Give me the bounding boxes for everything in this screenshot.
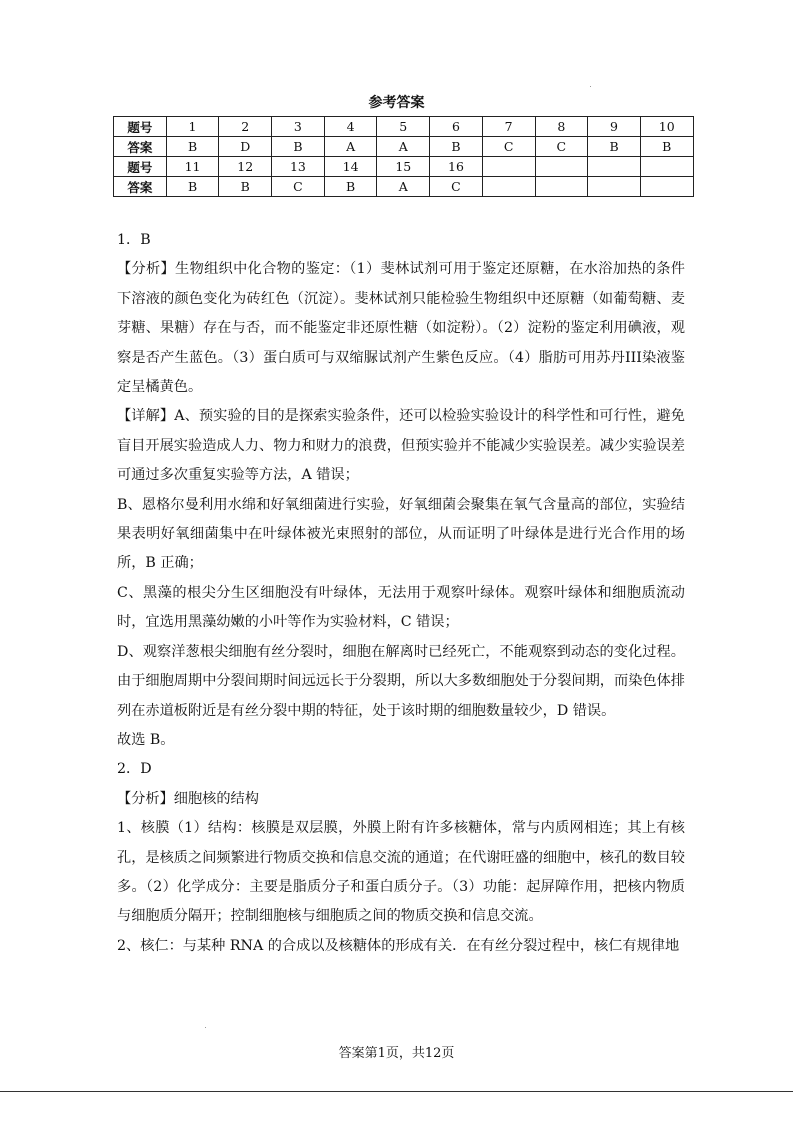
- answer-cell: 16: [430, 157, 483, 177]
- answer-cell: B: [430, 137, 483, 157]
- answer-cell: C: [535, 137, 588, 157]
- answer-cell: B: [166, 137, 219, 157]
- answer-cell: 14: [324, 157, 377, 177]
- q1-detail-a: 【详解】A、预实验的目的是探索实验条件，还可以检验实验设计的科学性和可行性，避免盲目开展实验造成人力、物力和财力的浪费，但预实验并不能减少实验误差。减少实验误差可通过多次重复实验等方法，A 错误；: [117, 408, 685, 484]
- answer-cell: [535, 177, 588, 197]
- q1-detail-d: D、观察洋葱根尖细胞有丝分裂时，细胞在解离时已经死亡，不能观察到动态的变化过程。由于细胞周期中分裂间期时间远远长于分裂期，所以大多数细胞处于分裂间期，而染色体排列在赤道板附近是有丝分裂中期的特征，处于该时期的细胞数量较少，D 错误。: [117, 643, 685, 719]
- answer-table-row: [114, 117, 694, 137]
- answer-cell: 5: [377, 117, 430, 137]
- answer-cell: [588, 157, 641, 177]
- answer-cell: 4: [324, 117, 377, 137]
- answer-table-row: [114, 177, 694, 197]
- answer-cell: A: [324, 137, 377, 157]
- answer-cell: B: [588, 137, 641, 157]
- answer-cell: C: [272, 177, 325, 197]
- answer-table: [113, 116, 694, 197]
- answer-cell: [640, 177, 693, 197]
- answer-table-row: [114, 137, 694, 157]
- explanation-content: [117, 226, 685, 961]
- q2-heading: 2．D: [117, 761, 152, 778]
- q1-detail-b: B、恩格尔曼利用水绵和好氧细菌进行实验，好氧细菌会聚集在氧气含量高的部位，实验结果表明好氧细菌集中在叶绿体被光束照射的部位，从而证明了叶绿体是进行光合作用的场所，B 正确；: [117, 496, 685, 572]
- answer-cell: A: [377, 137, 430, 157]
- answer-cell: D: [219, 137, 272, 157]
- answer-cell: 10: [640, 117, 693, 137]
- bottom-rule: [0, 1091, 793, 1092]
- answer-cell: [482, 157, 535, 177]
- answer-cell: 13: [272, 157, 325, 177]
- answer-cell: 8: [535, 117, 588, 137]
- answer-cell: 15: [377, 157, 430, 177]
- row-label: 答案: [114, 177, 167, 197]
- page-title: 参考答案: [368, 95, 425, 111]
- answer-cell: 9: [588, 117, 641, 137]
- q1-analysis: 【分析】生物组织中化合物的鉴定：（1）斐林试剂可用于鉴定还原糖，在水浴加热的条件下溶液的颜色变化为砖红色（沉淀）。斐林试剂只能检验生物组织中还原糖（如葡萄糖、麦芽糖、果糖）存在与否，而不能鉴定非还原性糖（如淀粉）。（2）淀粉的鉴定利用碘液，观察是否产生蓝色。（3）蛋白质可与双缩脲试剂产生紫色反应。（4）脂肪可用苏丹III染液鉴定呈橘黄色。: [117, 261, 685, 396]
- answer-cell: 6: [430, 117, 483, 137]
- answer-cell: [482, 177, 535, 197]
- answer-cell: B: [324, 177, 377, 197]
- answer-cell: B: [219, 177, 272, 197]
- q1-conclusion: 故选 B。: [117, 731, 175, 748]
- q1-detail-c: C、黑藻的根尖分生区细胞没有叶绿体，无法用于观察叶绿体。观察叶绿体和细胞质流动时，宜选用黑藻幼嫩的小叶等作为实验材料，C 错误；: [117, 584, 685, 631]
- q2-nucleolus: 2、核仁：与某种 RNA 的合成以及核糖体的形成有关．在有丝分裂过程中，核仁有规律地: [117, 937, 680, 954]
- scan-speck: [590, 86, 591, 87]
- answer-cell: 11: [166, 157, 219, 177]
- answer-cell: A: [377, 177, 430, 197]
- answer-cell: 2: [219, 117, 272, 137]
- answer-cell: B: [640, 137, 693, 157]
- row-label: 题号: [114, 157, 167, 177]
- answer-cell: [588, 177, 641, 197]
- answer-cell: 12: [219, 157, 272, 177]
- answer-cell: 1: [166, 117, 219, 137]
- answer-cell: [640, 157, 693, 177]
- row-label: 题号: [114, 117, 167, 137]
- scan-speck: [205, 1027, 206, 1028]
- answer-cell: B: [272, 137, 325, 157]
- q2-analysis: 【分析】细胞核的结构: [117, 790, 259, 807]
- answer-cell: C: [430, 177, 483, 197]
- row-label: 答案: [114, 137, 167, 157]
- page-footer: 答案第1页，共12页: [338, 1046, 455, 1061]
- answer-table-row: [114, 157, 694, 177]
- answer-cell: B: [166, 177, 219, 197]
- answer-cell: 3: [272, 117, 325, 137]
- answer-cell: 7: [482, 117, 535, 137]
- q1-heading: 1．B: [117, 232, 151, 248]
- answer-cell: C: [482, 137, 535, 157]
- answer-cell: [535, 157, 588, 177]
- q2-nuclear-membrane: 1、核膜（1）结构：核膜是双层膜，外膜上附有许多核糖体，常与内质网相连；其上有核孔，是核质之间频繁进行物质交换和信息交流的通道；在代谢旺盛的细胞中，核孔的数目较多。（2）化学成分：主要是脂质分子和蛋白质分子。（3）功能：起屏障作用，把核内物质与细胞质分隔开；控制细胞核与细胞质之间的物质交换和信息交流。: [117, 820, 685, 925]
